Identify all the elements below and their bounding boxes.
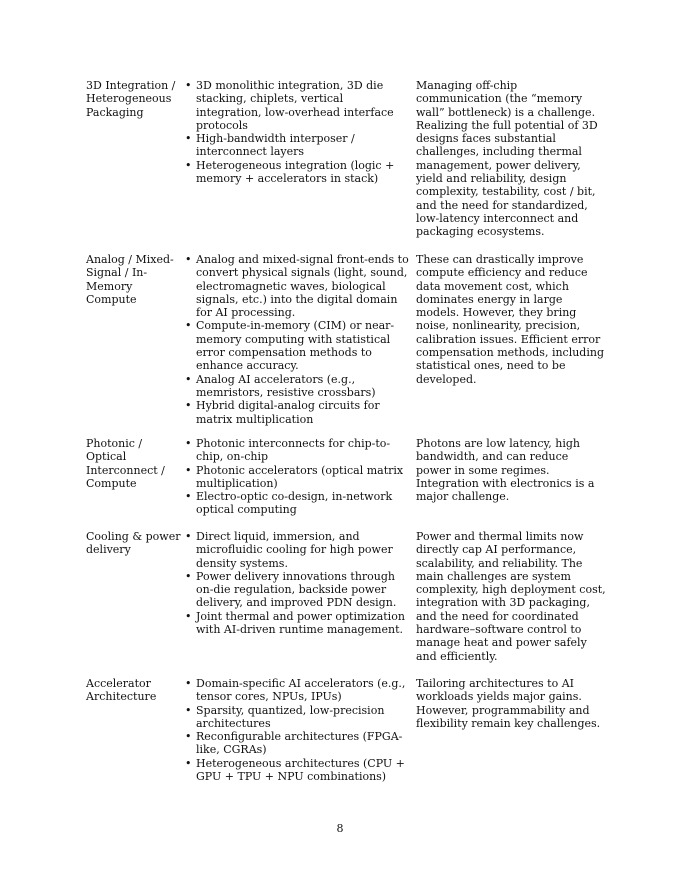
bullet-item: • Power delivery innovations through on-die regulation, backside power delivery, and improved PDN design. [185,570,410,610]
bullet-item: • 3D monolithic integration, 3D die stacking, chiplets, vertical integration, low-overhead interface protocols [185,79,410,132]
bullet-item: • Hybrid digital-analog circuits for matrix multiplication [185,399,410,426]
row-notes: Managing off-chip communication (the “memory wall” bottleneck) is a challenge. Realizing the full potential of 3D designs faces substantial challenges, including thermal management, power delivery, yield and reliability, design complexity, testability, cost / bit, and the need for standardized, low-latency interconnect and packaging ecosystems. [416,79,598,239]
row-bullet-list [185,677,410,783]
bullet-item: • Electro-optic co-design, in-network optical computing [185,490,410,517]
row-topic: Accelerator Architecture [86,677,157,704]
bullet-item: • Analog AI accelerators (e.g., memristors, resistive crossbars) [185,373,410,400]
row-bullet-list [185,79,410,185]
bullet-item: • Photonic interconnects for chip-to-chip, on-chip [185,437,410,464]
bullet-item: • Compute-in-memory (CIM) or near-memory computing with statistical error compensation methods to enhance accuracy. [185,319,410,372]
row-notes: Tailoring architectures to AI workloads yields major gains. However, programmability and flexibility remain key challenges. [416,677,601,730]
bullet-item: • Sparsity, quantized, low-precision architectures [185,704,410,731]
row-notes: Photons are low latency, high bandwidth, and can reduce power in some regimes. Integration with electronics is a major challenge. [416,437,595,504]
row-notes: Power and thermal limits now directly cap AI performance, scalability, and reliability. The main challenges are system complexity, high deployment cost, integration with 3D packaging, and the need for coordinated hardware–software control to manage heat and power safely and efficiently. [416,530,606,663]
row-bullet-list [185,253,410,426]
bullet-item: • Photonic accelerators (optical matrix multiplication) [185,464,410,491]
bullet-item: • Heterogeneous integration (logic + memory + accelerators in stack) [185,159,410,186]
row-topic: Photonic / Optical Interconnect / Compute [86,437,165,490]
page-number: 8 [336,822,344,835]
row-topic: Cooling & power delivery [86,530,181,557]
row-topic: Analog / Mixed-Signal / In-Memory Compute [86,253,174,306]
bullet-item: • Joint thermal and power optimization with AI-driven runtime management. [185,610,410,637]
bullet-item: • Reconfigurable architectures (FPGA-like, CGRAs) [185,730,410,757]
bullet-item: • High-bandwidth interposer / interconnect layers [185,132,410,159]
bullet-item: • Direct liquid, immersion, and microfluidic cooling for high power density systems. [185,530,410,570]
bullet-item: • Analog and mixed-signal front-ends to convert physical signals (light, sound, electromagnetic waves, biological signals, etc.) into the digital domain for AI processing. [185,253,410,319]
bullet-item: • Heterogeneous architectures (CPU + GPU + TPU + NPU combinations) [185,757,410,784]
bullet-item: • Domain-specific AI accelerators (e.g., tensor cores, NPUs, IPUs) [185,677,410,704]
row-bullet-list [185,437,410,517]
row-topic: 3D Integration / Heterogeneous Packaging [86,79,176,119]
row-notes: These can drastically improve compute efficiency and reduce data movement cost, which dominates energy in large models. However, they bring noise, nonlinearity, precision, calibration issues. Efficient error compensation methods, including statistical ones, need to be developed. [416,253,604,386]
row-bullet-list [185,530,410,636]
